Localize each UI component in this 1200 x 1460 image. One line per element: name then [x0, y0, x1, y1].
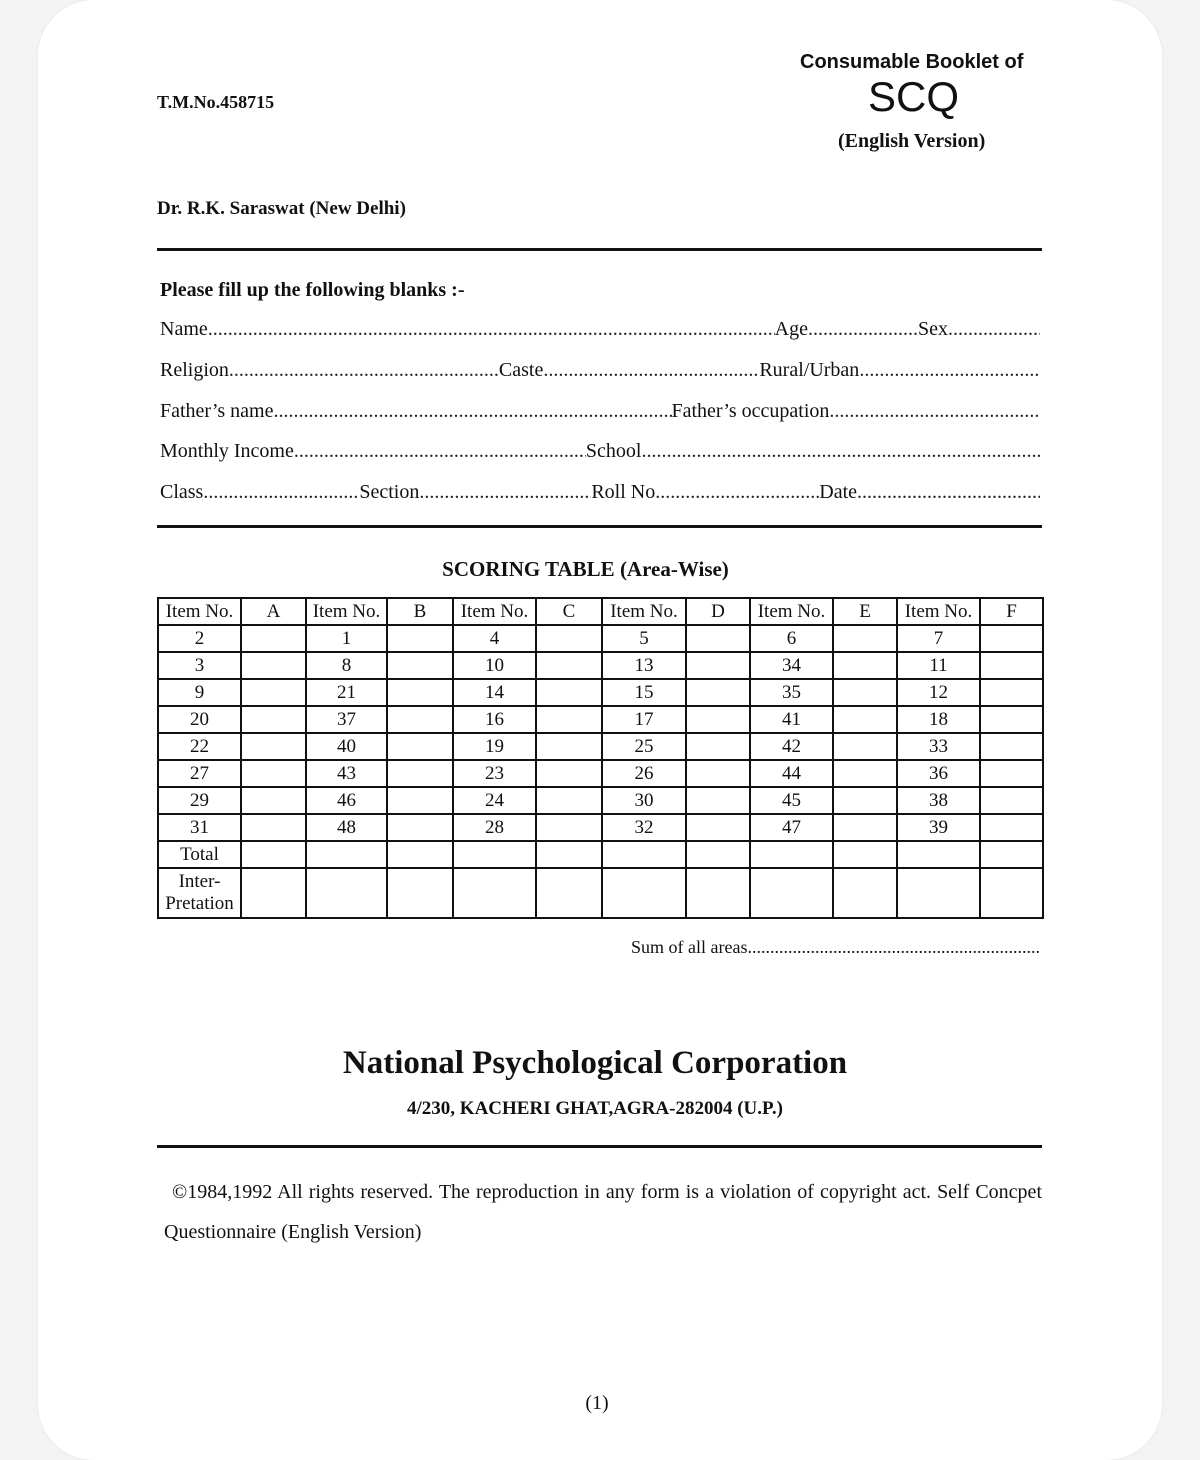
item-number-cell: 5 — [602, 625, 686, 652]
school-label: School — [585, 440, 642, 462]
item-number-cell: 24 — [453, 787, 536, 814]
area-f-header: F — [980, 598, 1043, 625]
item-number-cell: 20 — [158, 706, 241, 733]
item-no-header: Item No. — [602, 598, 686, 625]
table-row — [158, 760, 1043, 787]
item-number-cell: 43 — [306, 760, 387, 787]
item-number-cell: 15 — [602, 679, 686, 706]
score-cell[interactable] — [980, 814, 1043, 841]
score-cell[interactable] — [833, 733, 897, 760]
score-cell[interactable] — [241, 733, 306, 760]
table-row — [158, 787, 1043, 814]
version-label: (English Version) — [838, 130, 986, 152]
table-row — [158, 733, 1043, 760]
score-cell[interactable] — [241, 679, 306, 706]
interpretation-label-line-1: Inter- — [178, 871, 221, 892]
score-cell[interactable] — [536, 652, 602, 679]
interpretation-row — [158, 868, 1043, 918]
page-number: (1) — [585, 1392, 609, 1414]
caste-label: Caste — [498, 359, 544, 381]
item-number-cell: 21 — [306, 679, 387, 706]
item-number-cell: 9 — [158, 679, 241, 706]
item-number-cell: 32 — [602, 814, 686, 841]
divider — [157, 248, 1042, 251]
score-cell[interactable] — [387, 679, 453, 706]
item-number-cell: 2 — [158, 625, 241, 652]
score-cell[interactable] — [980, 652, 1043, 679]
score-cell[interactable] — [241, 787, 306, 814]
item-number-cell: 31 — [158, 814, 241, 841]
item-number-cell: 44 — [750, 760, 833, 787]
item-number-cell: 46 — [306, 787, 387, 814]
total-row — [158, 841, 1043, 868]
date-label: Date — [819, 481, 858, 503]
age-label: Age — [774, 318, 808, 340]
item-number-cell: 48 — [306, 814, 387, 841]
score-cell[interactable] — [686, 787, 750, 814]
score-cell[interactable] — [833, 679, 897, 706]
name-label: Name — [160, 318, 208, 340]
score-cell[interactable] — [686, 706, 750, 733]
item-number-cell: 7 — [897, 625, 980, 652]
score-cell[interactable] — [980, 787, 1043, 814]
score-cell[interactable] — [241, 760, 306, 787]
item-number-cell: 13 — [602, 652, 686, 679]
item-number-cell: 45 — [750, 787, 833, 814]
score-cell[interactable] — [686, 733, 750, 760]
score-cell[interactable] — [241, 814, 306, 841]
item-number-cell: 47 — [750, 814, 833, 841]
roll-no-label: Roll No — [591, 481, 656, 503]
total-cell[interactable] — [686, 841, 750, 868]
monthly-income-label: Monthly Income — [160, 440, 294, 462]
publisher-name: National Psychological Corporation — [342, 1045, 848, 1081]
score-cell[interactable] — [536, 679, 602, 706]
score-cell[interactable] — [387, 787, 453, 814]
score-cell[interactable] — [833, 652, 897, 679]
sum-of-all-areas — [631, 937, 1039, 958]
item-number-cell: 29 — [158, 787, 241, 814]
score-cell[interactable] — [536, 706, 602, 733]
interpretation-cell[interactable] — [241, 868, 306, 918]
score-cell[interactable] — [241, 652, 306, 679]
scoring-table — [157, 597, 1044, 919]
score-cell[interactable] — [980, 679, 1043, 706]
area-d-header: D — [686, 598, 750, 625]
score-cell[interactable] — [833, 625, 897, 652]
item-number-cell: 11 — [897, 652, 980, 679]
table-header-row — [158, 598, 1043, 625]
table-row — [158, 706, 1043, 733]
score-cell[interactable] — [686, 652, 750, 679]
item-number-cell: 36 — [897, 760, 980, 787]
copyright-notice: ©1984,1992 All rights reserved. The reproduction in any form is a violation of copyright act. Self Concpet Questionnaire (English Version) — [164, 1181, 1042, 1243]
table-row — [158, 625, 1043, 652]
divider — [157, 525, 1042, 528]
class-label: Class — [160, 481, 204, 503]
booklet-title: Consumable Booklet of — [800, 51, 1024, 73]
score-cell[interactable] — [387, 706, 453, 733]
area-b-header: B — [387, 598, 453, 625]
form-row-class — [160, 481, 1040, 511]
interpretation-cell[interactable] — [306, 868, 387, 918]
name-blank[interactable] — [208, 318, 775, 341]
table-row — [158, 679, 1043, 706]
monthly-income-blank[interactable] — [294, 440, 586, 463]
score-cell[interactable] — [536, 760, 602, 787]
fathers-name-blank[interactable] — [274, 400, 672, 423]
item-number-cell: 35 — [750, 679, 833, 706]
score-cell[interactable] — [686, 679, 750, 706]
score-cell[interactable] — [387, 760, 453, 787]
interpretation-cell[interactable] — [453, 868, 536, 918]
scoring-table-title: SCORING TABLE (Area-Wise) — [442, 557, 729, 581]
total-cell[interactable] — [897, 841, 980, 868]
interpretation-cell[interactable] — [833, 868, 897, 918]
test-abbreviation: SCQ — [868, 73, 960, 120]
author: Dr. R.K. Saraswat (New Delhi) — [157, 198, 406, 219]
class-blank[interactable] — [203, 481, 359, 504]
date-blank[interactable] — [857, 481, 1040, 504]
score-cell[interactable] — [833, 814, 897, 841]
religion-label: Religion — [160, 359, 229, 381]
score-cell[interactable] — [536, 625, 602, 652]
item-number-cell: 23 — [453, 760, 536, 787]
item-number-cell: 17 — [602, 706, 686, 733]
age-blank[interactable] — [808, 318, 918, 341]
score-cell[interactable] — [686, 625, 750, 652]
item-number-cell: 3 — [158, 652, 241, 679]
form-row-religion — [160, 359, 1040, 389]
area-a-header: A — [241, 598, 306, 625]
total-cell[interactable] — [750, 841, 833, 868]
form-row-father — [160, 400, 1040, 430]
item-number-cell: 28 — [453, 814, 536, 841]
item-number-cell: 18 — [897, 706, 980, 733]
item-number-cell: 10 — [453, 652, 536, 679]
item-number-cell: 8 — [306, 652, 387, 679]
score-cell[interactable] — [387, 625, 453, 652]
total-cell[interactable] — [536, 841, 602, 868]
score-cell[interactable] — [241, 625, 306, 652]
score-cell[interactable] — [387, 814, 453, 841]
section-label: Section — [359, 481, 420, 503]
fathers-occupation-label: Father’s occupation — [671, 400, 830, 422]
item-number-cell: 19 — [453, 733, 536, 760]
publisher-address: 4/230, KACHERI GHAT,AGRA-282004 (U.P.) — [407, 1098, 783, 1119]
score-cell[interactable] — [833, 760, 897, 787]
item-number-cell: 27 — [158, 760, 241, 787]
score-cell[interactable] — [241, 706, 306, 733]
item-number-cell: 33 — [897, 733, 980, 760]
school-blank[interactable] — [641, 440, 1040, 463]
item-number-cell: 30 — [602, 787, 686, 814]
interpretation-cell[interactable] — [536, 868, 602, 918]
sex-label: Sex — [918, 318, 948, 340]
table-row — [158, 814, 1043, 841]
item-number-cell: 39 — [897, 814, 980, 841]
total-cell[interactable] — [602, 841, 686, 868]
total-label: Total — [158, 841, 241, 868]
score-cell[interactable] — [833, 706, 897, 733]
item-number-cell: 37 — [306, 706, 387, 733]
interpretation-cell[interactable] — [750, 868, 833, 918]
item-number-cell: 22 — [158, 733, 241, 760]
score-cell[interactable] — [980, 760, 1043, 787]
item-no-header: Item No. — [306, 598, 387, 625]
trademark-number: T.M.No.458715 — [157, 92, 275, 112]
form-row-name — [160, 318, 1040, 348]
total-cell[interactable] — [241, 841, 306, 868]
sex-blank[interactable] — [948, 318, 1040, 341]
total-cell[interactable] — [833, 841, 897, 868]
item-number-cell: 16 — [453, 706, 536, 733]
interpretation-cell[interactable] — [686, 868, 750, 918]
score-cell[interactable] — [387, 733, 453, 760]
rural-urban-blank[interactable] — [859, 359, 1040, 382]
item-number-cell: 25 — [602, 733, 686, 760]
total-cell[interactable] — [306, 841, 387, 868]
sum-blank[interactable] — [747, 937, 1039, 958]
section-blank[interactable] — [419, 481, 591, 504]
score-cell[interactable] — [833, 787, 897, 814]
divider — [157, 1145, 1042, 1148]
item-no-header: Item No. — [897, 598, 980, 625]
score-cell[interactable] — [536, 814, 602, 841]
form-row-income — [160, 440, 1040, 470]
item-number-cell: 6 — [750, 625, 833, 652]
area-e-header: E — [833, 598, 897, 625]
item-number-cell: 40 — [306, 733, 387, 760]
item-number-cell: 34 — [750, 652, 833, 679]
total-cell[interactable] — [980, 841, 1043, 868]
item-number-cell: 38 — [897, 787, 980, 814]
table-row — [158, 652, 1043, 679]
score-cell[interactable] — [686, 760, 750, 787]
item-number-cell: 1 — [306, 625, 387, 652]
total-cell[interactable] — [453, 841, 536, 868]
fathers-name-label: Father’s name — [160, 400, 274, 422]
item-number-cell: 14 — [453, 679, 536, 706]
interpretation-cell[interactable] — [602, 868, 686, 918]
rural-urban-label: Rural/Urban — [759, 359, 860, 381]
item-number-cell: 4 — [453, 625, 536, 652]
interpretation-cell[interactable] — [387, 868, 453, 918]
score-cell[interactable] — [980, 733, 1043, 760]
interpretation-cell[interactable] — [980, 868, 1043, 918]
caste-blank[interactable] — [543, 359, 759, 382]
interpretation-label — [158, 868, 241, 918]
item-no-header: Item No. — [453, 598, 536, 625]
fathers-occupation-blank[interactable] — [829, 400, 1040, 423]
sum-label: Sum of all areas — [631, 937, 748, 957]
item-number-cell: 26 — [602, 760, 686, 787]
item-no-header: Item No. — [750, 598, 833, 625]
area-c-header: C — [536, 598, 602, 625]
total-cell[interactable] — [387, 841, 453, 868]
religion-blank[interactable] — [229, 359, 499, 382]
item-number-cell: 42 — [750, 733, 833, 760]
item-number-cell: 41 — [750, 706, 833, 733]
roll-no-blank[interactable] — [655, 481, 819, 504]
score-cell[interactable] — [980, 706, 1043, 733]
interpretation-cell[interactable] — [897, 868, 980, 918]
interpretation-label-line-2: Pretation — [165, 893, 234, 914]
item-number-cell: 12 — [897, 679, 980, 706]
score-cell[interactable] — [536, 733, 602, 760]
item-no-header: Item No. — [158, 598, 241, 625]
form-instruction: Please fill up the following blanks :- — [160, 279, 465, 301]
score-cell[interactable] — [387, 652, 453, 679]
score-cell[interactable] — [980, 625, 1043, 652]
score-cell[interactable] — [536, 787, 602, 814]
score-cell[interactable] — [686, 814, 750, 841]
